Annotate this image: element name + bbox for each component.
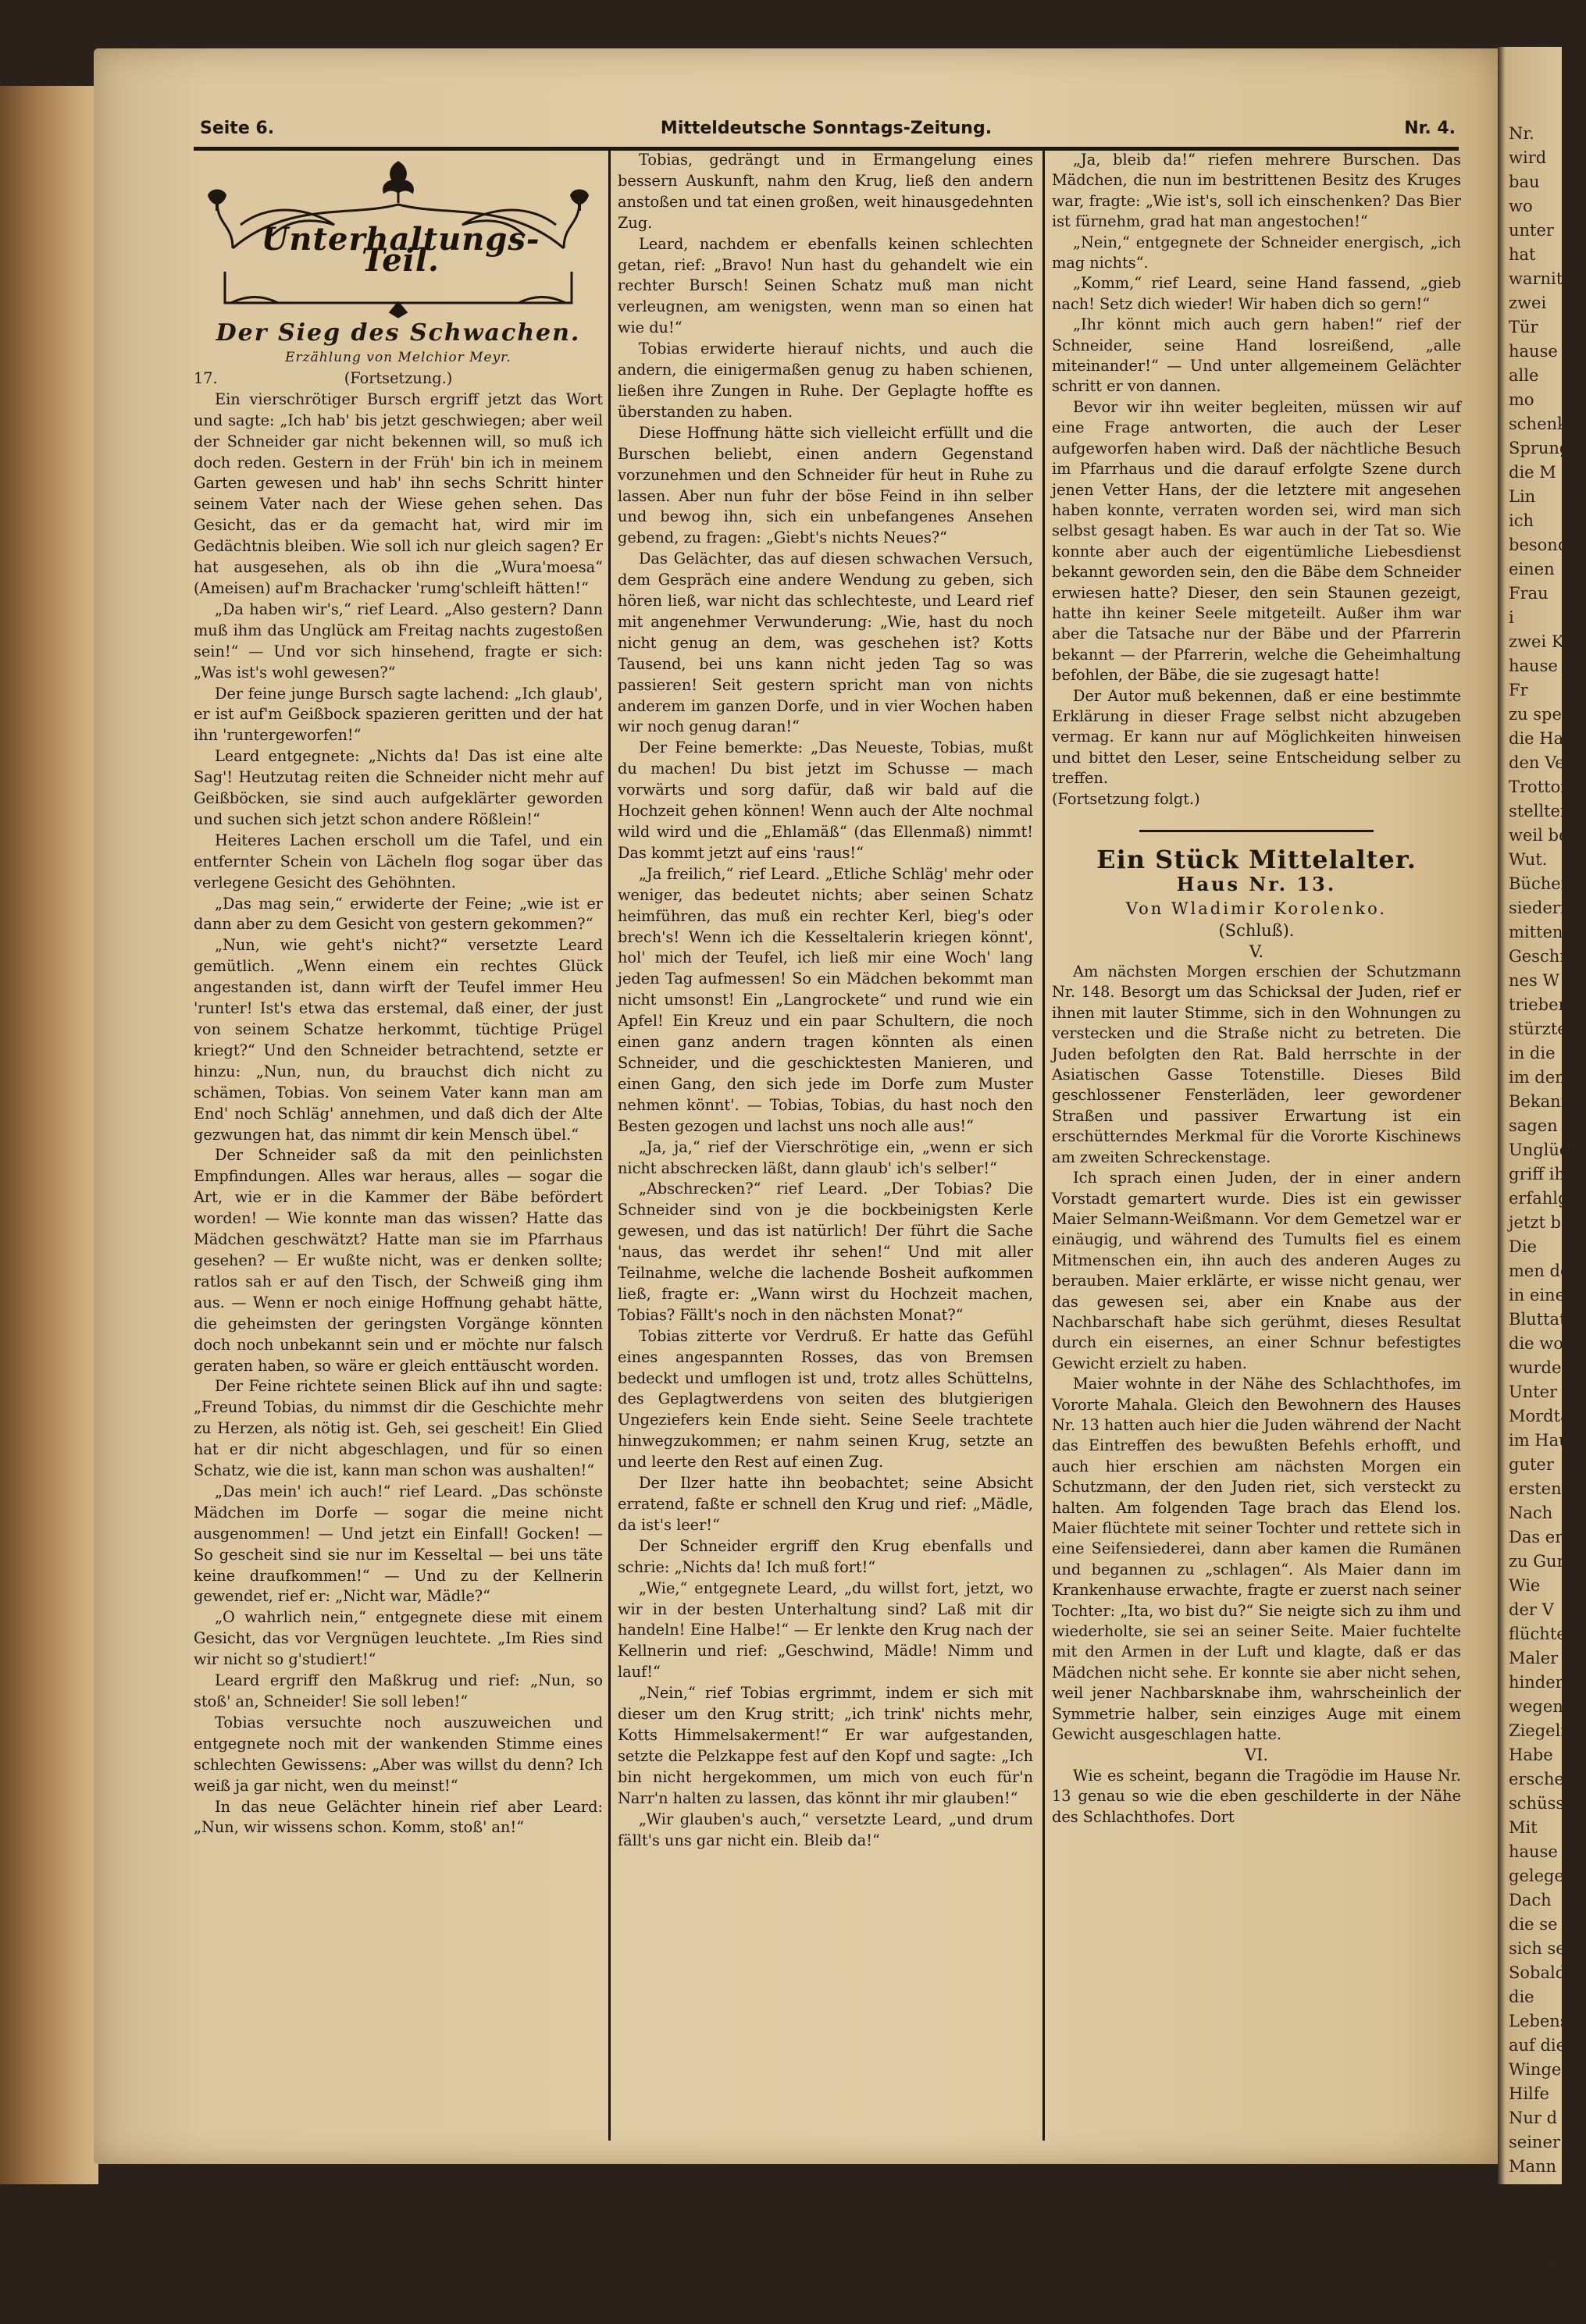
paragraph: „Das mag sein,“ erwiderte der Feine; „wie ist er dann aber zu dem Gesicht von gestern gekommen?“ [194,894,603,934]
column-rule-1 [608,150,611,2141]
next-page-edge [1498,47,1586,2321]
story-text-part-2 [618,150,1033,1851]
paragraph: Das Gelächter, das auf diesen schwachen Versuch, dem Gespräch eine andere Wendung zu geben, sich hören ließ, war nicht das schlechteste, und Leard rief mit angenehmer Verwunderung: „Wie, hast du noch nicht genug an dem, was geschehen ist? Kotts Tausend, bei uns kann nicht jeden Tag so was passieren! Seit gestern spricht man von nichts anderem im ganzen Dorfe, und in vier Wochen haben wir noch genug daran!“ [618,550,1033,736]
paragraph: „Nein,“ entgegnete der Schneider energisch, „ich mag nichts“. [1052,233,1461,272]
paragraph: Bevor wir ihn weiter begleiten, müssen wir auf eine Frage antworten, die auch der Leser aufgeworfen haben wird. Daß der nächtliche Besuch im Pfarrhaus und die darauf erfolgte Szene durch jenen Vetter Hans, der die letztere mit angesehen haben konnte, verraten worden sei, wird man sich selbst gesagt haben. Es war auch in der Tat so. Wie konnte aber auch der eigentümliche Liebesdienst bekannt geworden sein, den die Bäbe dem Schneider erwiesen hatte? Dieser, den sein Staunen gezeigt, hatte ihn keiner Seele mitgeteilt. Außer ihm war aber die Tatsache nur der Bäbe und der Pfarrerin bekannt — der Pfarrerin, welche die Geheimhaltung befohlen, der Bäbe, die sie zugesagt hatte! [1052,397,1461,685]
story-text-part-1 [194,390,603,1839]
paragraph: „Da haben wir's,“ rief Leard. „Also gestern? Dann muß ihm das Unglück am Freitag nachts zugestoßen sein!“ — Und vor sich hinsehend, fragte er sich: „Was ist's wohl gewesen?“ [194,600,603,682]
paragraph: „Ihr könnt mich auch gern haben!“ rief der Schneider, seine Hand losreißend, „alle miteinander!“ — Und unter allgemeinem Gelächter schritt er von dannen. [1052,315,1461,396]
paragraph: Der Feine bemerkte: „Das Neueste, Tobias, mußt du machen! Du bist jetzt im Schusse — mach vorwärts und sorg dafür, daß wir bald auf die Hochzeit gehen können! Wenn auch der Alte nochmal wild wird und die „Ehlamäß“ (das Ellenmaß) nimmt! Das kommt jetzt auf eins 'raus!“ [618,738,1033,862]
paragraph: „Ja freilich,“ rief Leard. „Etliche Schläg' mehr oder weniger, das bedeutet nichts; aber seinen Schatz heimführen, das muß ein rechter Kerl, bieg's oder brech's! Wenn ich die Kesseltalerin kriegen könnt', hol' mich der Teufel, ich ließ mir eine Woch' lang jeden Tag aufmessen! So ein Mädchen bekommt man nicht umsonst! Ein „Langrockete“ und rund wie ein Apfel! Ein Kreuz und ein paar Schultern, die noch einen ganz andern tragen könnten als einen Schneider, und die geschicktesten Manieren, und einen Gang, den sich jede im Dorfe zum Muster nehmen könnt'. — Tobias, Tobias, du hast noch den Besten gezogen und lachst uns noch alle aus!“ [618,864,1033,1135]
paragraph: Heiteres Lachen erscholl um die Tafel, und ein entfernter Schein von Lächeln flog sogar über das verlegene Gesicht des Gehöhnten. [194,831,603,892]
paragraph: Wie es scheint, begann die Tragödie im Hause Nr. 13 genau so wie die eben geschilderte in der Nähe des Schlachthofes. Dort [1052,1766,1461,1826]
article-separator [1139,830,1374,832]
running-header [194,116,1459,151]
article-section-vi [1052,1766,1461,1828]
paragraph: Tobias versuchte noch auszuweichen und entgegnete noch mit der wankenden Stimme eines schlechten Gewissens: „Aber was willst du denn? Ich weiß ja gar nicht, wen du meinst!“ [194,1713,603,1795]
page-number: Seite 6. [200,119,275,138]
paragraph: Tobias, gedrängt und in Ermangelung eines bessern Auskunft, nahm den Krug, ließ den andern anstoßen und tat einen großen, weit hinausgedehnten Zug. [618,151,1033,232]
paragraph: „Nein,“ rief Tobias ergrimmt, indem er sich mit dieser um den Krug stritt; „ich trink' nichts mehr, Kotts Himmelsakerment!“ Er war aufgestanden, setzte die Pelzkappe fest auf den Kopf und sagte: „Ich bin nicht hergekommen, um mich von euch für'n Narr'n halten zu lassen, das könnt ihr mir glauben!“ [618,1684,1033,1807]
article-subtitle: Haus Nr. 13. [1176,873,1337,896]
article-title: Ein Stück Mittelalter. [1096,845,1417,874]
story-text-part-3 [1052,150,1461,789]
issue-number: Nr. 4. [1404,119,1456,138]
section-banner-title: Unterhaltungs-Teil. [261,221,540,279]
newspaper-title: Mitteldeutsche Sonntags-Zeitung. [660,119,993,138]
paragraph: Der Schneider ergriff den Krug ebenfalls und schrie: „Nichts da! Ich muß fort!“ [618,1536,1033,1576]
section-vi-heading: VI. [1244,1746,1269,1765]
paragraph: „Wie,“ entgegnete Leard, „du willst fort, jetzt, wo wir in der besten Unterhaltung sind? Laß mit dir handeln! Eine Halbe!“ — Er lenkte den Krug nach der Kellnerin und rief: „Geschwind, Mädle! Nimm und lauf!“ [618,1578,1033,1682]
column-3 [1052,150,1461,2148]
paragraph: Leard entgegnete: „Nichts da! Das ist eine alte Sag'! Heutzutag reiten die Schneider nicht mehr auf Geißböcken, sie sind auch aufgeklärter geworden und suchen sich jetzt schon andere Rößlein!“ [194,747,603,828]
article-section-v [1052,962,1461,1745]
next-page-text-fragment: Nr. wird bau wo unter hat warnit zwei Tür hause alle mo schenke Sprung die M Lin ich besonder einen Frau i zwei Kin hause Fr zu sperr die Hau den Ver Trottoir stellten weil be Wut. Büchern siedern mitten Geschrei nes W trieben stürzten in die im dem Bekannt sagen Unglück griff ih erfahlg jetzt be Die men de in eine Bluttat die wor wurde. Unter Mordtat im Hau guter ersten Nach Das er zu Gunst Wie der V flüchtet Maler hindern wegen Ziegeln Habe erschee schüssel Mit hause gelegen Dach die se sich se Sobald die Lebens auf die Winger Hilfe Nur d seiner Mann warens da u Abgeord wacht wie de werden [1509,124,1586,2321]
paragraph: Der feine junge Bursch sagte lachend: „Ich glaub', er ist auf'm Geißbock spazieren geritten und der hat ihn 'runtergeworfen!“ [194,684,603,745]
paragraph: Ich sprach einen Juden, der in einer andern Vorstadt gemartert wurde. Dies ist ein gewisser Maier Selmann-Weißmann. Vor dem Gemetzel war er einäugig, und während des Tumults fiel es einem Mitmenschen ein, ihn auch des anderen Auges zu berauben. Maier erklärte, er wisse nicht genau, wer das gewesen sei, aber ein Knabe aus der Nachbarschaft habe sich gerühmt, dieses Resultat durch ein eisernes, an einer Schnur befestigtes Gewicht erzielt zu haben. [1052,1169,1461,1372]
paragraph: „Wir glauben's auch,“ versetzte Leard, „und drum fällt's uns gar nicht ein. Bleib da!“ [618,1810,1033,1849]
article-byline: Von Wladimir Korolenko. [1125,899,1388,918]
paragraph: Maier wohnte in der Nähe des Schlachthofes, im Vororte Mahala. Gleich den Bewohnern des Hauses Nr. 13 hatten auch hier die Juden während der Nacht das Eintreffen des bewußten Befehls erhofft, und auch hier erschien am nächsten Morgen ein Schutzmann, der den Juden riet, sich versteckt zu halten. Am folgenden Tage brach das Elend los. Maier flüchtete mit seiner Tochter und rettete sich in eine Seifensiederei, dann aber kamen die Rumänen und begannen zu „schlagen“. Als Maier dann im Krankenhause erwachte, fragte er zuerst nach seiner Tochter: „Ita, wo bist du?“ Sie neigte sich zu ihm und wiederholte, sie sei an seiner Seite. Maier fuchtelte mit den Armen in der Luft und klagte, daß er das Mädchen nicht sehe. Er konnte sie aber nicht sehen, weil jener Nachbarsknabe ihm, wahrscheinlich der Symmetrie halber, sein einziges Auge mit einem Gewicht ausgeschlagen hatte. [1052,1375,1461,1744]
paragraph: „Das mein' ich auch!“ rief Leard. „Das schönste Mädchen im Dorfe — sogar die meine nicht ausgenommen! — Und jetzt ein Einfall! Gocken! — So gescheit sind sie nur im Kesseltal — bei uns täte keine draufkommen!“ — Und zu der Kellnerin gewendet, rief er: „Nicht war, Mädle?“ [194,1482,603,1606]
section-banner [194,155,603,319]
paragraph: Leard, nachdem er ebenfalls keinen schlechten getan, rief: „Bravo! Nun hast du gehandelt wie ein rechter Bursch! Seinen Schatz muß man nicht verleugnen, am wenigsten, wenn man so einen hat wie du!“ [618,234,1033,337]
paragraph: „Abschrecken?“ rief Leard. „Der Tobias? Die Schneider sind von je die bockbeinigsten Kerle gewesen, und das ist natürlich! Der führt die Sache 'naus, das werdet ihr sehen!“ Und mit aller Teilnahme, welche die lachende Bosheit aufkommen ließ, fragte er: „Wann wirst du Hochzeit machen, Tobias? Fällt's noch in den nächsten Monat?“ [618,1180,1033,1324]
paragraph: „Ja, ja,“ rief der Vierschrötige ein, „wenn er sich nicht abschrecken läßt, dann glaub' ich's selber!“ [618,1137,1033,1177]
paragraph: „O wahrlich nein,“ entgegnete diese mit einem Gesicht, das vor Vergnügen leuchtete. „Im Ries sind wir nicht so g'studiert!“ [194,1608,603,1669]
paragraph: Ein vierschrötiger Bursch ergriff jetzt das Wort und sagte: „Ich hab' bis jetzt geschwiegen; aber weil der Schneider gar nicht bekennen will, so muß ich doch reden. Gestern in der Früh' bin ich in meinem Garten gewesen und hab' ihn sechs Schritt hinter seinem Vater nach der Wiese gehen sehen. Das Gesicht, das er da gemacht hat, wird mir im Gedächtnis bleiben. Wie soll ich nur gleich sagen? Er hat ausgesehen, als ob ihn die „Wura'moesa“ (Ameisen) auf'm Brachacker 'rumg'schleift hätten!“ [194,390,603,597]
part-number: 17. [194,368,218,387]
paragraph: Der Autor muß bekennen, daß er eine bestimmte Erklärung in dieser Frage selbst nicht abzugeben vermag. Er kann nur auf Möglichkeiten hinweisen und bittet den Leser, seine Entscheidung selber zu treffen. [1052,686,1461,788]
article-note: (Schluß). [1218,921,1295,941]
to-be-continued: (Fortsetzung folgt.) [1052,789,1200,808]
story-part-line [194,368,603,390]
paragraph: Am nächsten Morgen erschien der Schutzmann Nr. 148. Besorgt um das Schicksal der Juden, rief er ihnen mit lauter Stimme, sich in den Wohnungen zu verstecken und die Straße nicht zu betreten. Die Juden befolgten den Rat. Bald herrschte in der Asiatischen Gasse Totenstille. Dieses Bild geschlossener Fensterläden, leer gewordener Straßen und passiver Erwartung ist ein erschütterndes Merkmal für die Vororte Kischinews am zweiten Schreckenstage. [1052,963,1461,1166]
paragraph: „Nun, wie geht's nicht?“ versetzte Leard gemütlich. „Wenn einem ein rechtes Glück angestanden ist, dann wirft der Teufel immer Heu 'runter! Ist's etwa das erstemal, daß einer, der just von seinem Schatze herkommt, tüchtige Prügel kriegt?“ Und den Schneider betrachtend, setzte er hinzu: „Nun, nun, du brauchst dich nicht zu schämen, Tobias. Von seinem Vater kann man am End' noch Schläg' annehmen, und daß dich der Alte gezwungen hat, das nimmt dir kein Mensch übel.“ [194,936,603,1144]
story-title: Der Sieg des Schwachen. [216,319,581,347]
paragraph: Der Schneider saß da mit den peinlichsten Empfindungen. Alles war heraus, alles — sogar die Art, wie er in die Kammer der Bäbe befördert worden! — Wie konnte man das wissen? Hatte das Mädchen geschwätzt? Hatte man sie im Pfarrhaus gesehen? — Er wußte nicht, was er denken sollte; ratlos sah er auf den Tisch, der Schweiß ging ihm aus. — Wenn er noch einige Hoffnung gehabt hätte, die geheimsten der geringsten Vorgänge könnten doch noch unbekannt sein und er möchte nur falsch geraten haben, so wäre er gleich enttäuscht worden. [194,1146,603,1375]
book-binding-edge [0,86,98,2184]
column-rule-2 [1042,150,1045,2141]
paragraph: In das neue Gelächter hinein rief aber Leard: „Nun, wir wissens schon. Komm, stoß' an!“ [194,1797,603,1837]
paragraph: Der Ilzer hatte ihn beobachtet; seine Absicht erratend, faßte er schnell den Krug und rief: „Mädle, da ist's leer!“ [618,1474,1033,1534]
paragraph: Tobias zitterte vor Verdruß. Er hatte das Gefühl eines angespannten Rosses, das von Bremsen bedeckt und umflogen ist und, trotz alles Schüttelns, des Geplagtwerdens von seiten des blutgierigen Ungeziefers kein Ende sieht. Seine Seele trachtete hinwegzukommen; er nahm seinen Krug, setzte an und leerte den Rest auf einen Zug. [618,1326,1033,1472]
paragraph: Tobias erwiderte hierauf nichts, und auch die andern, die einigermaßen genug zu haben schienen, ließen ihre Zungen in Ruhe. Der Geplagte hoffte es überstanden zu haben. [618,340,1033,421]
story-byline: Erzählung von Melchior Meyr. [285,349,511,365]
paragraph: Diese Hoffnung hätte sich vielleicht erfüllt und die Burschen beliebt, einen andern Gegenstand vorzunehmen und den Schneider für heut in Ruhe zu lassen. Aber nun fuhr der böse Feind in ihn selber und bewog ihn, sich ein unbefangenes Ansehen gebend, zu fragen: „Giebt's nichts Neues?“ [618,423,1033,547]
paragraph: „Ja, bleib da!“ riefen mehrere Burschen. Das Mädchen, die nun im bestrittenen Besitz des Kruges war, fragte: „Wie ist's, soll ich einschenken? Das Bier ist fürnehm, grad hat man angestochen!“ [1052,151,1461,231]
section-v-heading: V. [1249,941,1264,961]
column-1 [194,150,603,2148]
paragraph: Der Feine richtete seinen Blick auf ihn und sagte: „Freund Tobias, du nimmst dir die Geschichte mehr zu Herzen, als nötig ist. Geh, sei gescheit! Ein Glied hat er dir nicht abgeschlagen, und für so einen Schatz, wie die ist, kann man schon was aushalten!“ [194,1377,603,1480]
paragraph: „Komm,“ rief Leard, seine Hand fassend, „gieb nach! Setz dich wieder! Wir haben dich so gern!“ [1052,274,1461,313]
column-2 [618,150,1033,2148]
paragraph: Leard ergriff den Maßkrug und rief: „Nun, so stoß' an, Schneider! Sie soll leben!“ [194,1671,603,1710]
continuation-note: (Fortsetzung.) [344,368,453,387]
